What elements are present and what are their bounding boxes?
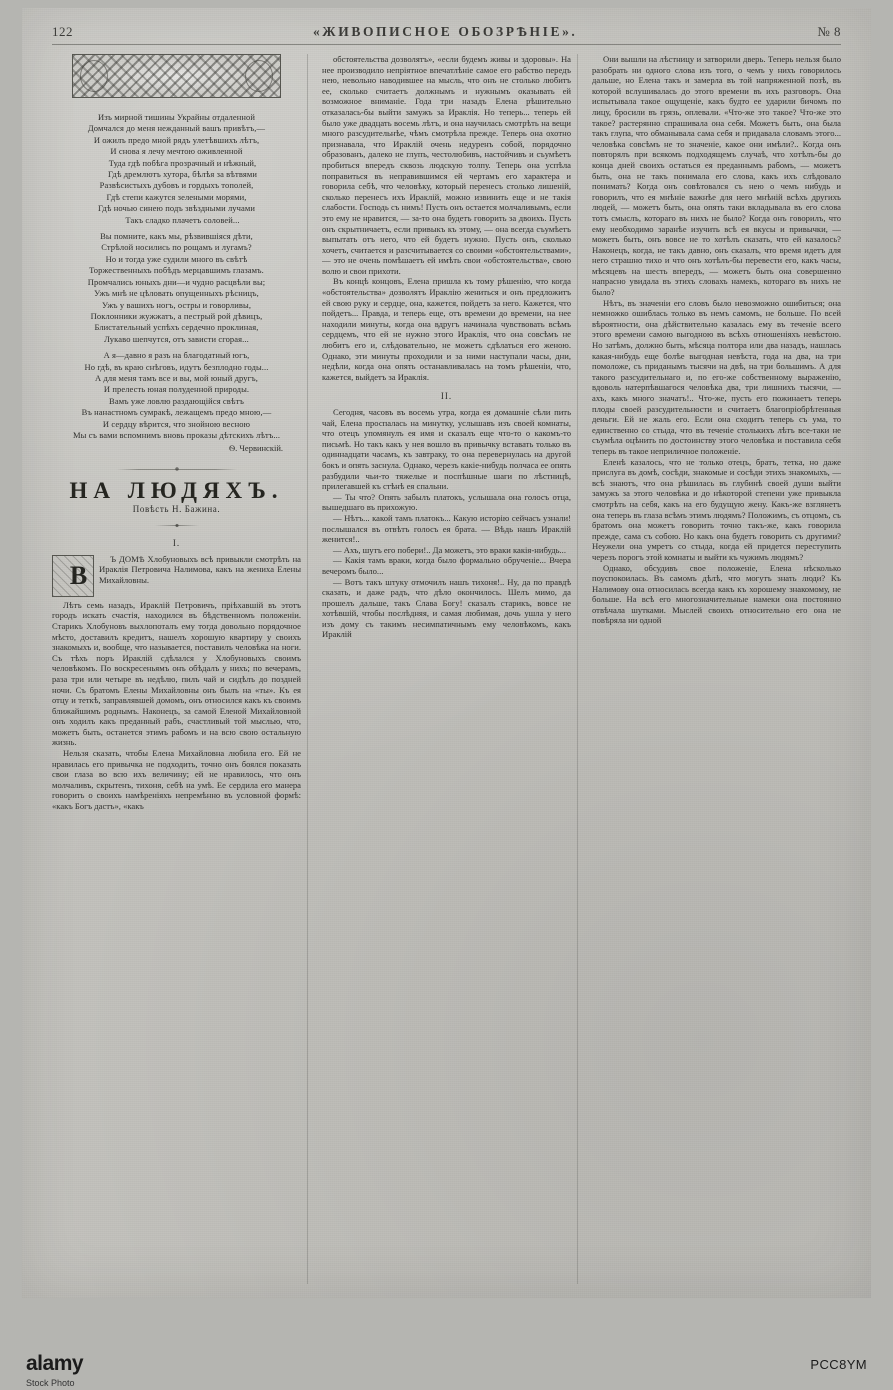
poem-line: Поклонники жужжатъ, а пестрый рой дѣвицъ, <box>90 310 263 321</box>
poem-line: И прелесть юная полуденной природы. <box>103 384 250 395</box>
section-number-1: I. <box>172 538 181 549</box>
image-id-label: PCC8YM <box>810 1357 867 1372</box>
page-folio-number: 122 <box>52 24 73 39</box>
story-subtitle: Повѣсть Н. Бажина. <box>132 503 221 514</box>
decorative-headpiece-ornament <box>72 54 281 98</box>
poem-line: Развѣсистыхъ дубовъ и гордыхъ тополей, <box>99 180 254 191</box>
paragraph: обстоятельства дозволятъ», «если будемъ живы и здоровы». На нее производило непріятное впечатлѣніе самое его рабство передъ нею, невольно наводившее на мысль, что онъ не столько любитъ ее, сколько считаетъ должнымъ и нужнымъ оказывать ей возможное вниманіе. Года три назадъ Елена рѣшительно отказалась-бы выйти замужъ за Ираклія. Но теперь... теперь ей было уже двадцать восемь лѣтъ, и она научилась смотрѣть на вещи много разсудительнѣе, чѣмъ смотрѣла прежде. Теперь она охотно признавала, что Ираклій очень недуренъ собой, порядочно образованъ, далеко не глупъ, честолюбивъ, настойчивъ и съумѣетъ пробиться впередъ сквозь людскую толпу. Теперь она успѣла поправиться въ неправившимся ей чертамъ его характера и говорила себѣ, что человѣку, который перенесъ столько лишеній, сколько перенесъ ихъ Ираклій, можно извинить еще и не такія слабости. Господь съ нимъ! Пусть онъ остается молчаливымъ, если это ему не нравится, — за-то она будетъ говорить за двоихъ. Пусть онъ скрытничаетъ, если привыкъ къ этому, — она всегда съумѣетъ выпытать отъ него, что ей будетъ нужно. Пусть онъ, сколько хочетъ, считается и разсчитывается со своими «обстоятельствами», — это не очень помѣшаетъ ей имѣть свои «обстоятельства», свою волю и свои прихоти. <box>322 54 571 276</box>
paragraph: — Какія тамъ враки, когда было формально обрученіе... Вчера вечеромъ было... <box>322 555 571 576</box>
paragraph-text: Ъ ДОМѢ Хлобуновыхъ всѣ привыкли смотрѣть на Ираклія Петровича Налимова, какъ на жениха Елены Михайловны. <box>99 553 301 585</box>
section-divider-ornament <box>117 464 237 474</box>
poem-line: Такъ сладко плачетъ соловей... <box>125 214 240 225</box>
running-head <box>52 24 841 42</box>
poem-line: И ожилъ предо мной рядъ улетѣвшихъ лѣтъ, <box>93 134 260 145</box>
paragraph: — Нѣтъ... какой тамъ платокъ... Какую исторію сейчасъ узнали! послышался въ отвѣтъ голосъ ея брата. — Вѣдь нашъ Ираклій женится!.. <box>322 512 571 545</box>
poem-line: Но и тогда уже судили много въ свѣтѣ <box>105 253 248 264</box>
poem-signature: Ѳ. Червинскій. <box>229 443 283 454</box>
masthead-title: «ЖИВОПИСНОЕ ОБОЗРѢНІЕ». <box>312 24 578 39</box>
poem-line: Изъ мирной тишины Украйны отдаленной <box>97 112 256 122</box>
poem-line: Мы съ вами вспомнимъ вновь проказы дѣтскихъ лѣтъ... <box>72 429 281 440</box>
poem-line: Вы помните, какъ мы, рѣзвившіяся дѣти, <box>100 231 253 242</box>
alamy-logo: alamy <box>26 1352 84 1375</box>
poem-line: Ужъ у вашихъ ногъ, остры и говорливы, <box>101 299 252 310</box>
section-number-2: II. <box>440 391 453 402</box>
poem-line: Вамъ уже ловлю раздающійся свѣтъ <box>109 395 244 406</box>
paragraph: Нѣтъ, въ значеніи его словъ было невозможно ошибиться; она немножко ошиблась только въ немъ самомъ, не больше. По всей вѣроятности, она дѣйствительно казалась ему въ теченіе всего этого времени самою выгодною въ всѣхъ отношеніяхъ невѣстою. Но затѣмъ, должно быть, мѣсяца полтора или два назадъ, нашлась какая-нибудь еще болѣе выгодная невѣста, года на два, на три помоложе, съ приданымъ тысячи на двѣ, на три большимъ. А для такого разсудительнаго и, по его-же собственному выраженію, вдоволь натерпѣвшагося человѣка два, три лишнихъ тысячи, — ахъ, какъ много значатъ!.. Что-же, пусть его пожинаетъ теперь плоды своей разсудительности и считаетъ благопріобрѣтенныя деньги. Ей не жаль его. Если она сходитъ теперь съ ума, то единственно со стыда, что въ теченіе столькихъ лѣтъ все-таки не съумѣла оцѣнить по достоинству этого человѣка и поставила себя теперь въ такое неприличное положеніе. <box>592 297 841 456</box>
newspaper-sheet <box>22 8 871 1298</box>
poem-line: Гдѣ дремлютъ хутора, бѣлѣя за вѣтвями <box>108 169 257 180</box>
scan-margin-right <box>871 0 893 1312</box>
poem-block <box>52 112 301 441</box>
paragraph: — Ахъ, шутъ его побери!.. Да можетъ, это враки какія-нибудь... <box>333 544 566 555</box>
small-ornament <box>155 522 199 529</box>
paragraph: Сегодня, часовъ въ восемь утра, когда ея домашніе сѣли пить чай, Елена проспалась на минутку, услышавъ изъ своей комнаты, что отецъ упомянулъ ея имя и сказалъ еще что-то о какомъ-то письмѣ. Но такъ какъ у нея вошло въ привычку вставать только въ одиннадцати часамъ, къ завтраку, то она перевернулась на другой бокъ и опять заснула. Однако, черезъ какіе-нибудь полчаса ее опять разбудили чьи-то тяжелые и поспѣшные шаги по лѣстницѣ, прилегавшей къ стѣнѣ ея спальни. <box>322 407 571 492</box>
column-rule-2 <box>577 54 578 1284</box>
text-column-2 <box>322 54 571 1284</box>
story-title: НА ЛЮДЯХЪ. <box>69 477 284 503</box>
poem-line: И сердцу вѣрится, что знойною весною <box>102 418 251 429</box>
stock-photo-footer <box>0 1312 893 1390</box>
text-column-1 <box>52 54 301 1284</box>
poem-line: Лукаво шепчутся, отъ зависти сгорая... <box>104 333 249 344</box>
poem-line: Въ нанастномъ сумракѣ, лежащемъ предо мною,— <box>81 407 272 418</box>
paragraph: Нельзя сказать, чтобы Елена Михайловна любила его. Ей не нравилась его привычка не подходить, точно онъ боялся показать свои глаза во всю ихъ величину; ей не нравилось, что онъ молчаливъ, скрытенъ, тихоня, себѣ на умѣ. Ее сердила его манера говорить о своихъ намѣреніяхъ непремѣнно въ условной формѣ: «какъ Богъ дастъ», «какъ <box>52 748 301 812</box>
poem-line: А я—давно я разъ на благодатный югъ, <box>103 350 250 361</box>
paragraph: — Вотъ такъ штуку отмочилъ нашъ тихоня!.. Ну, да по правдѣ сказать, и даже радъ, что дѣло окончилось. Шелъ мимо, да прошелъ дальше, такъ Слава Богу! сказалъ старикъ, вовсе не хотѣвшій, чтобы послѣдняя, и самая любимая, дочь ушла у него изъ дому съ такимъ несимпатичнымъ ему человѣкомъ, какъ Ираклій <box>322 576 571 640</box>
issue-number: № 8 <box>817 24 841 39</box>
column-rule-1 <box>307 54 308 1284</box>
poem-line: Туда гдѣ побѣга прозрачный и нѣжный, <box>108 157 257 168</box>
header-rule <box>52 44 841 45</box>
poem-line: Торжественныхъ побѣдъ мерцавшимъ глазамъ. <box>89 265 264 276</box>
poem-line: Но гдѣ, въ краю снѣговъ, идутъ безплодно годы... <box>84 361 269 372</box>
paragraph: — Ты что? Опять забылъ платокъ, услышала она голосъ отца, вышедшаго въ прихожую. <box>322 491 571 513</box>
poem-line: Гдѣ ночью синею подъ звѣздными лучами <box>97 203 256 214</box>
scan-margin-left <box>0 0 22 1312</box>
paragraph: Въ концѣ концовъ, Елена пришла къ тому рѣшенію, что когда «обстоятельства» дозволятъ Ираклію жениться и онъ предложитъ ей свою руку и сердце, она, кажется, пойдетъ за него. Кажется, что пойдетъ... Правда, и теперь еще, отъ времени до времени, на нее находили минуты, когда она вдругъ начинала чувствовать всѣмъ сердцемъ, что ей не нужно этого Ираклія, что она совсѣмъ не любитъ его и, слѣдовательно, не можетъ сдѣлаться его женою. Однако, эти минуты проходили и за ними наступали часы, дни, недѣли, когда она опять останавливалась на томъ рѣшеніи, что, кажется, выйдетъ за Ираклія. <box>322 276 571 382</box>
text-column-3 <box>592 54 841 1284</box>
paragraph: Лѣтъ семь назадъ, Ираклій Петровичъ, пріѣхавшій въ этотъ городъ искать счастія, находился въ бѣдственномъ положеніи. Старикъ Хлобуновъ выхлопоталъ ему тогда довольно порядочное мѣсто, доставилъ кредитъ, нашелъ хорошую квартиру у своихъ знакомыхъ и, вообще, что называется, поставилъ человѣка на ноги. Съ тѣхъ поръ Ираклій сдѣлался у Хлобуновыхъ своимъ человѣкомъ. По воскресеньямъ онъ обѣдалъ у нихъ; по вечерамъ, раза три или четыре въ недѣлю, пилъ чай и сидѣлъ до поздней ночи. Съ братомъ Елены Михайловны онъ былъ на «ты». Къ ея отцу и теткѣ, заправлявшей домомъ, онъ относился какъ къ своимъ ближайшимъ роднымъ. Наконецъ, за самой Еленой Михайловной онъ ходилъ какъ преданный рабъ, счастливый той мыслью, что, можетъ быть, останется этимъ рабомъ и на всю свою остальную жизнь. <box>52 599 301 748</box>
poem-line: Домчался до меня нежданный вашъ привѣтъ,— <box>87 123 266 134</box>
paragraph: Еленѣ казалось, что не только отецъ, братъ, тетка, но даже прислуга въ домѣ, сосѣди, знакомые и сосѣди этихъ знакомыхъ, — всѣ знаютъ, что она рѣшилась въ глубинѣ своей души выйти замужъ за этого человѣка и до нѣкоторой степени уже привыкла смотрѣть на себя, какъ на его будущую жену. Какъ-же взглянетъ она теперь въ глаза всѣмъ этимъ людямъ? Положимъ, съ отцомъ, съ братомъ она можетъ говорить точно такъ-же, какъ говорила прежде, сама съ собою. Но какъ она будетъ говорить съ другими? Неужели она умретъ со стыда, когда ей придется переступить черезъ порогъ этой комнаты и выйти къ чужимъ людямъ? <box>592 456 841 562</box>
poem-line: А для меня тамъ все и вы, мой юный другъ, <box>95 372 258 383</box>
paragraph: Однако, обсудивъ свое положеніе, Елена нѣсколько поуспокоилась. Въ самомъ дѣлѣ, что могутъ знать люди? Къ Налимову она относилась всегда какъ къ хорошему знакомому, не больше. На всѣ его многозначительные намеки она постоянно отвѣчала шутками. Мыслей своихъ относительно его она не повѣряла ни одной <box>592 562 841 626</box>
poem-line: Ужъ мнѣ не цѣловать опущенныхъ рѣсницъ, <box>94 288 259 299</box>
paragraph <box>52 554 301 600</box>
drop-cap-letter: В <box>52 555 94 597</box>
poem-line: Стрѣлой носились по рощамъ и лугамъ? <box>101 242 252 253</box>
poem-line: Гдѣ степи кажутся зелеными морями, <box>106 191 247 202</box>
poem-line: И снова я лечу мечтою оживленной <box>110 146 243 157</box>
stock-photo-caption: Stock Photo <box>26 1378 75 1388</box>
paragraph: Они вышли на лѣстницу и затворили дверь. Теперь нельзя было разобрать ни одного слова изъ того, о чемъ у нихъ говорилось дальше, но Елена такъ и замерла въ той напряженной позѣ, въ которой вслушивалась до этого времени въ ихъ разговоръ. Она испытывала такое ощущеніе, какъ будто ее ударили бичомъ по лицу, бросили въ грязь, оплевали. «Что-же это такое? Что-же это такое? растерянно спрашивала она себя. Можетъ быть, она была такъ глупа, что обманывала сама себя и придавала словамъ этого... человѣка совсѣмъ не то значеніе, какое они имѣли?.. Когда онъ повторялъ при всякомъ подходящемъ случаѣ, что хотѣлъ-бы до конца дней своихъ остаться ея преданнымъ рабомъ, — можетъ быть, она не такъ понимала его слова, какъ ихъ слѣдовало понимать? Когда онъ совѣтовался съ нею о чемъ нибудь и говорилъ, что ея мнѣніе важнѣе для него мнѣній всѣхъ другихъ людей, — можетъ быть, она опять таки вкладывала въ его слова тотъ смыслъ, котораго въ нихъ не было? Когда онъ говорилъ, что ему необходимо заранѣе изучить всѣ ея вкусы и привычки, — можетъ быть, онъ вовсе не то хотѣлъ сказать, что ей казалось? Наконецъ, когда, не такъ давно, онъ сказалъ, что время идетъ для него страшно тихо и что онъ хотѣлъ-бы перевести его, какъ часы, мѣсяцевъ на шесть впередъ, — можетъ быть она совершенно напрасно увидала въ этихъ словахъ намекъ, котораго въ нихъ не было? <box>592 54 841 298</box>
poem-line: Промчались юныхъ дни—и чудно расцвѣли вы; <box>87 276 266 287</box>
poem-line: Блистательный успѣхъ сердечно проклиная, <box>94 322 259 333</box>
